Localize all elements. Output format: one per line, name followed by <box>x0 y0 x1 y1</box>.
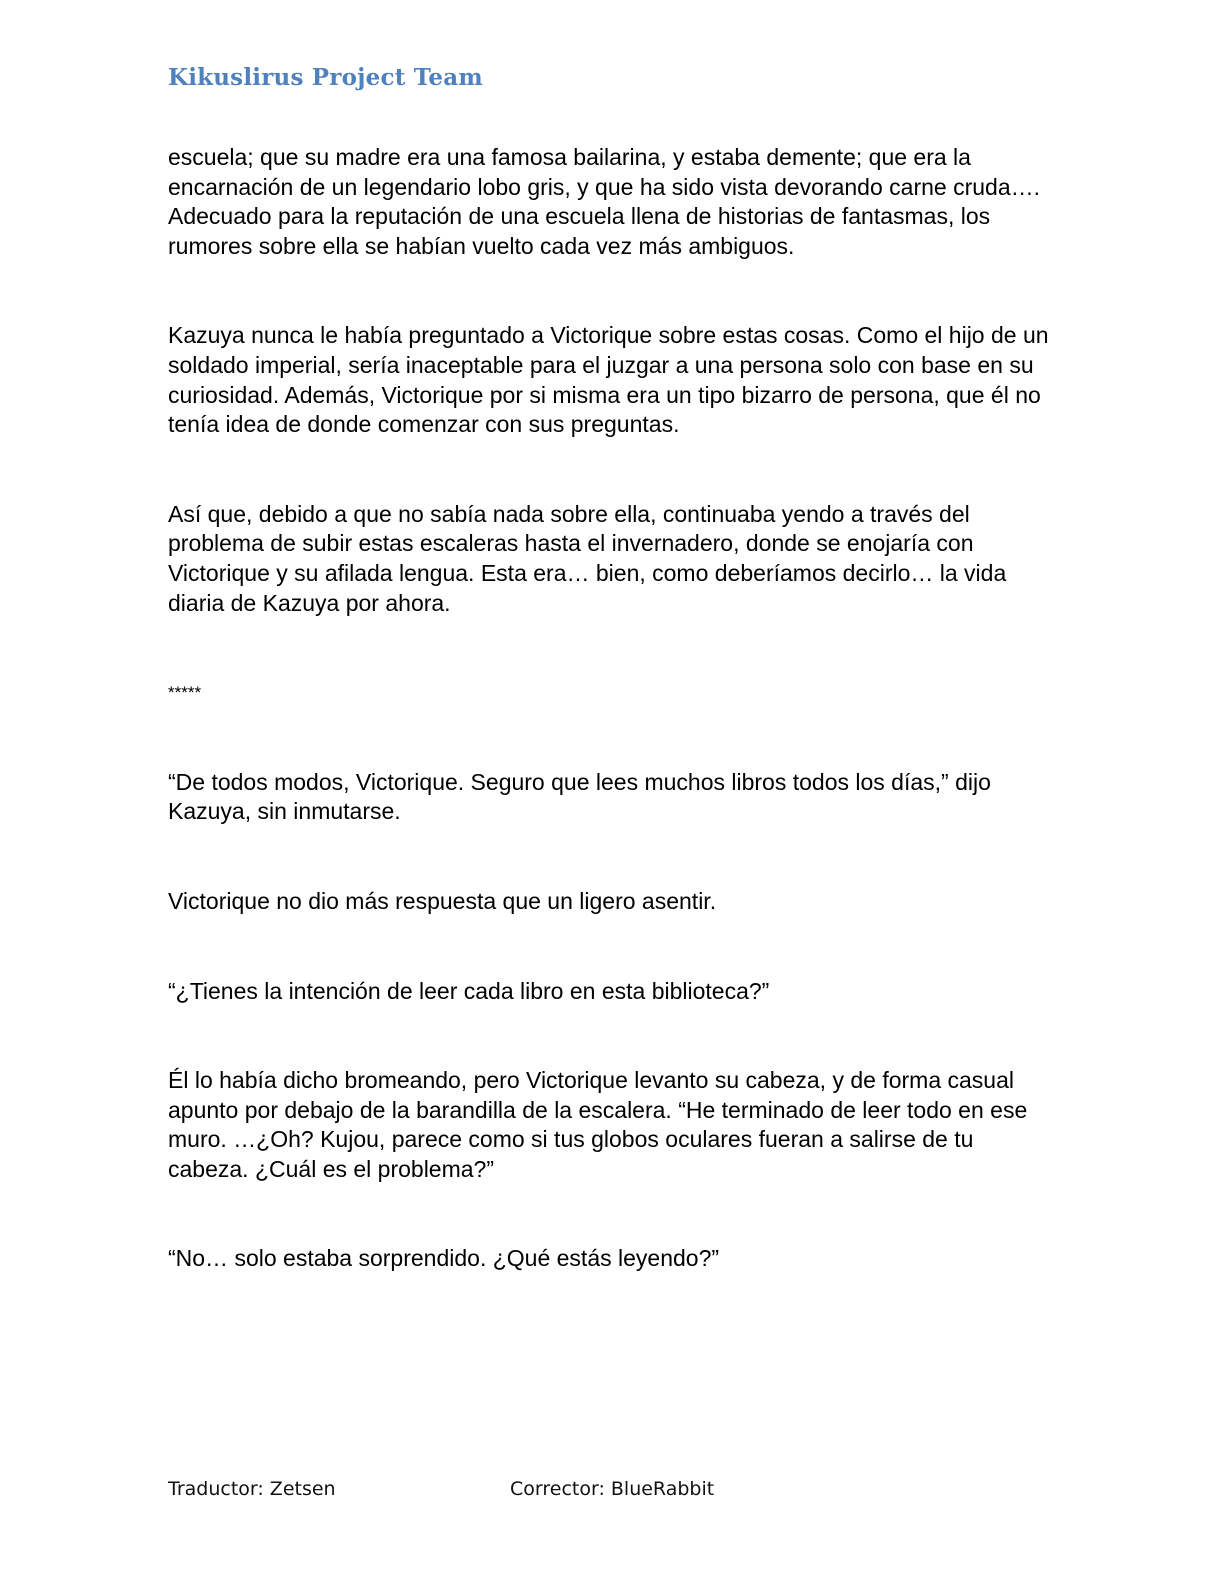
document-body <box>168 143 1058 1334</box>
translator-credit: Traductor: Zetsen <box>168 1478 336 1500</box>
paragraph: “¿Tienes la intención de leer cada libro en esta biblioteca?” <box>168 977 770 1004</box>
page-header-title: Kikuslirus Project Team <box>168 64 483 91</box>
paragraph: Así que, debido a que no sabía nada sobre ella, continuaba yendo a través del problema de subir estas escaleras hasta el invernadero, donde se enojaría con Victorique y su afilada lengua. Esta era… bien, como deberíamos decirlo… la vida diaria de Kazuya por ahora. <box>168 500 1007 616</box>
corrector-credit: Corrector: BlueRabbit <box>510 1478 715 1500</box>
paragraph: Victorique no dio más respuesta que un ligero asentir. <box>168 887 717 914</box>
paragraph: Él lo había dicho bromeando, pero Victorique levanto su cabeza, y de forma casual apunto por debajo de la barandilla de la escalera. “He terminado de leer todo en ese muro. …¿Oh? Kujou, parece como si tus globos oculares fueran a salirse de tu cabeza. ¿Cuál es el problema?” <box>168 1067 1028 1182</box>
paragraph: “De todos modos, Victorique. Seguro que lees muchos libros todos los días,” dijo Kazuya, sin inmutarse. <box>168 768 991 825</box>
paragraph: “No… solo estaba sorprendido. ¿Qué estás leyendo?” <box>168 1245 720 1272</box>
paragraph: Kazuya nunca le había preguntado a Victorique sobre estas cosas. Como el hijo de un soldado imperial, sería inaceptable para el juzgar a una persona solo con base en su curiosidad. Además, Victorique por si misma era un tipo bizarro de persona, que él no tenía idea de donde comenzar con sus preguntas. <box>168 322 1049 438</box>
section-separator: ***** <box>168 683 202 703</box>
paragraph: escuela; que su madre era una famosa bailarina, y estaba demente; que era la encarnación de un legendario lobo gris, y que ha sido vista devorando carne cruda…. Adecuado para la reputación de una escuela llena de historias de fantasmas, los rumores sobre ella se habían vuelto cada vez más ambiguos. <box>168 144 1041 259</box>
